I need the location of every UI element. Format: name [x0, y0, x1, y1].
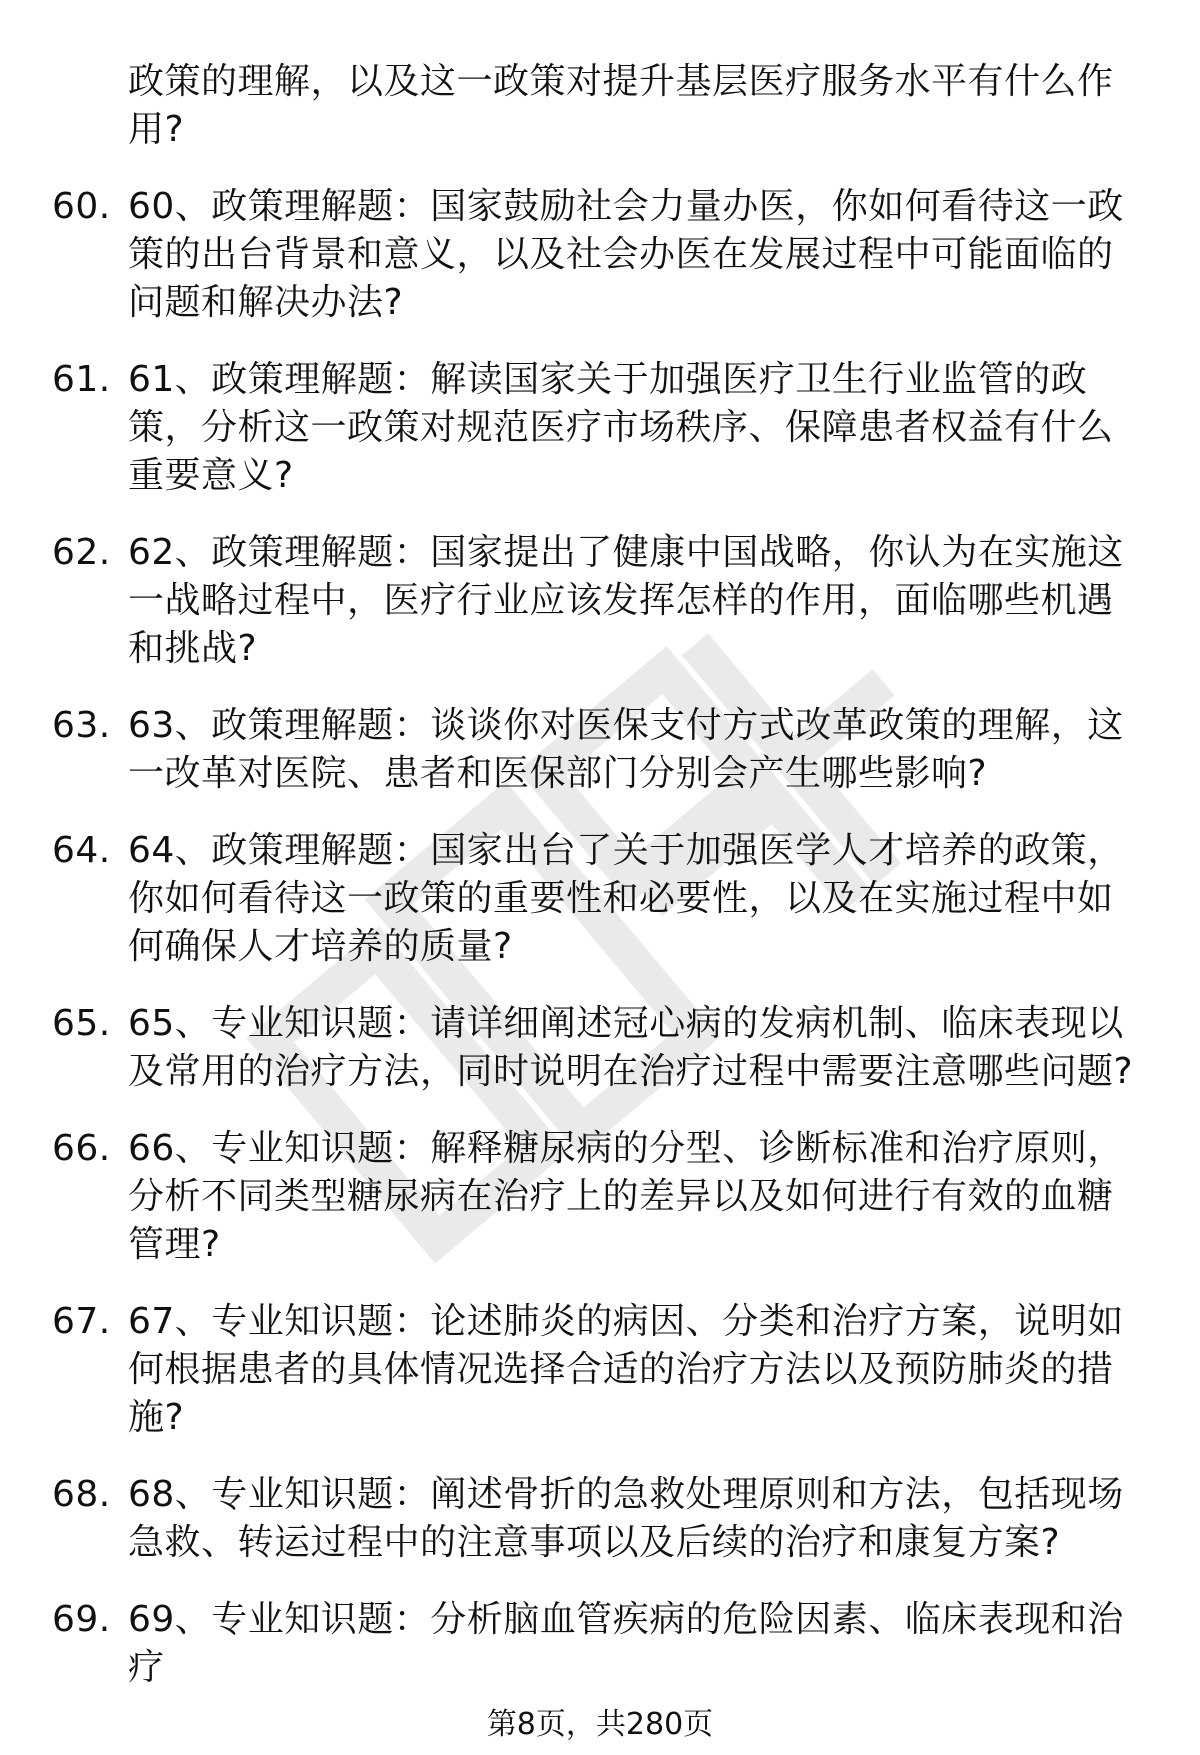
list-item-number: 62.: [52, 532, 111, 573]
list-item-text: 67、专业知识题：论述肺炎的病因、分类和治疗方案，说明如何根据患者的具体情况选择合适的治疗方法以及预防肺炎的措施?: [128, 1301, 1124, 1438]
list-item: [0, 58, 1200, 154]
page-number-footer: 第8页，共280页: [486, 1707, 714, 1742]
list-item-text: 62、政策理解题：国家提出了健康中国战略，你认为在实施这一战略过程中，医疗行业应该发挥怎样的作用，面临哪些机遇和挑战?: [128, 532, 1124, 669]
list-item-text: 政策的理解，以及这一政策对提升基层医疗服务水平有什么作用?: [128, 61, 1114, 150]
list-item-number: 61.: [52, 359, 111, 400]
list-item-number: 63.: [52, 705, 111, 746]
list-item-text: 63、政策理解题：谈谈你对医保支付方式改革政策的理解，这一改革对医院、患者和医保部门分别会产生哪些影响?: [128, 705, 1124, 794]
list-item: [0, 529, 1200, 673]
list-item-number: 66.: [52, 1128, 111, 1169]
list-item: [0, 1125, 1200, 1269]
list-item-text: 69、专业知识题：分析脑血管疾病的危险因素、临床表现和治疗: [128, 1599, 1124, 1688]
list-item: [0, 1596, 1200, 1692]
list-item-number: 64.: [52, 830, 111, 871]
list-item-text: 61、政策理解题：解读国家关于加强医疗卫生行业监管的政策，分析这一政策对规范医疗市场秩序、保障患者权益有什么重要意义?: [128, 359, 1114, 496]
list-item-text: 65、专业知识题：请详细阐述冠心病的发病机制、临床表现以及常用的治疗方法，同时说明在治疗过程中需要注意哪些问题?: [128, 1003, 1134, 1092]
list-item-number: 65.: [52, 1003, 111, 1044]
list-item-text: 64、政策理解题：国家出台了关于加强医学人才培养的政策，你如何看待这一政策的重要性和必要性，以及在实施过程中如何确保人才培养的质量?: [128, 830, 1124, 967]
list-item: [0, 1000, 1200, 1096]
list-item: [0, 183, 1200, 327]
list-item-number: 69.: [52, 1599, 111, 1640]
list-item: [0, 827, 1200, 971]
list-item: [0, 356, 1200, 500]
list-item-number: 68.: [52, 1474, 111, 1515]
list-item-text: 68、专业知识题：阐述骨折的急救处理原则和方法，包括现场急救、转运过程中的注意事项以及后续的治疗和康复方案?: [128, 1474, 1124, 1563]
question-list: [0, 58, 1200, 1721]
list-item-number: 60.: [52, 186, 111, 227]
list-item-text: 66、专业知识题：解释糖尿病的分型、诊断标准和治疗原则，分析不同类型糖尿病在治疗上的差异以及如何进行有效的血糖管理?: [128, 1128, 1124, 1265]
list-item-number: 67.: [52, 1301, 111, 1342]
list-item: [0, 1471, 1200, 1567]
list-item: [0, 1298, 1200, 1442]
list-item-text: 60、政策理解题：国家鼓励社会力量办医，你如何看待这一政策的出台背景和意义，以及社会办医在发展过程中可能面临的问题和解决办法?: [128, 186, 1124, 323]
list-item: [0, 702, 1200, 798]
